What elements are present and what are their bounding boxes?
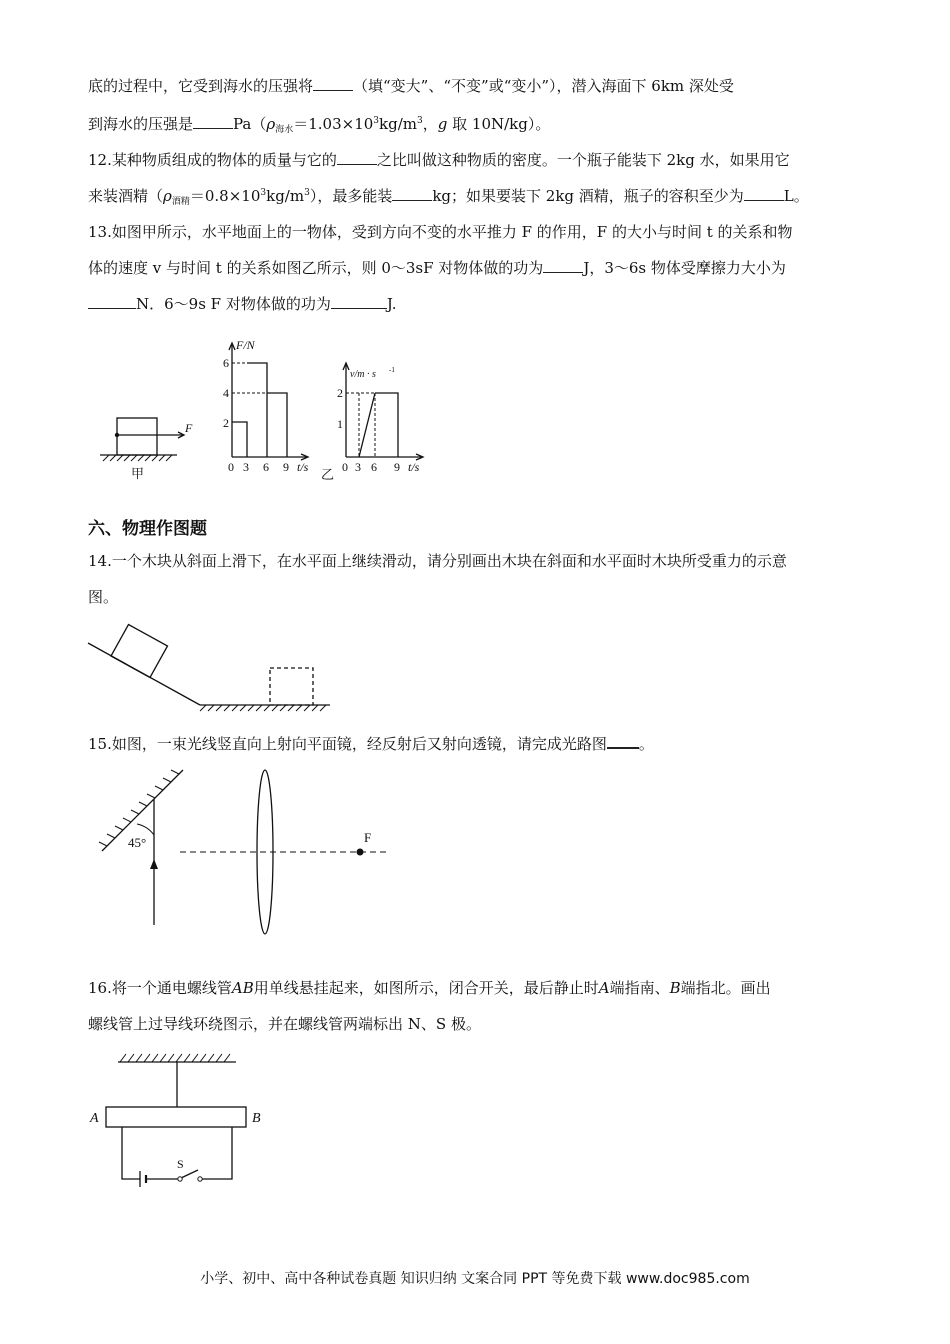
surface-hatching [200, 705, 326, 711]
q16-figure [88, 1040, 273, 1190]
t-tick: 0 [342, 460, 348, 474]
q15-figure [88, 765, 398, 940]
block-on-incline [111, 625, 168, 678]
q13-figure [95, 335, 445, 480]
f-tick: 4 [223, 386, 229, 400]
f-segment-2 [247, 363, 267, 457]
answer-blank[interactable] [337, 150, 377, 165]
label-yi: 乙 [321, 467, 335, 482]
q14-figure [88, 615, 333, 715]
q16-line-2: 螺线管上过导线环绕图示，并在螺线管两端标出 N、S 极。 [88, 1015, 481, 1033]
t-tick: 9 [283, 460, 289, 474]
answer-blank[interactable] [607, 733, 639, 749]
block [117, 418, 157, 455]
f-axis-label: F/N [236, 338, 255, 352]
t-tick: 6 [371, 460, 377, 474]
q12-line-1: 12.某种物质组成的物体的质量与它的 之比叫做这种物质的密度。一个瓶子能装下 2kg 水，如果用它 [88, 151, 790, 169]
force-label: F [185, 421, 193, 435]
wire-left [122, 1127, 140, 1179]
q11-line-1: 底的过程中，它受到海水的压强将 （填“变大”、“不变”或“变小”），潜入海面下 6km 深处受 [88, 77, 734, 95]
q14-line-2: 图。 [88, 588, 119, 606]
v-tick: 1 [337, 417, 343, 431]
angle-arc [137, 824, 154, 835]
q13-line-1: 13.如图甲所示，水平地面上的一物体，受到方向不变的水平推力 F 的作用，F 的大小与时间 t 的关系和物 [88, 223, 793, 241]
point-dot [115, 433, 119, 437]
answer-blank[interactable] [331, 294, 387, 309]
f-tick: 6 [223, 356, 229, 370]
switch-contact [178, 1177, 182, 1181]
solenoid [106, 1107, 246, 1127]
ceiling-hatching [120, 1054, 230, 1062]
page-footer: 小学、初中、高中各种试卷真题 知识归纳 文案合同 PPT 等免费下载 www.doc985.com [200, 1271, 750, 1287]
focus-point [357, 849, 364, 856]
wire-right [200, 1127, 232, 1179]
answer-blank[interactable] [392, 186, 432, 201]
t-tick: 3 [243, 460, 249, 474]
focus-label: F [364, 830, 372, 845]
v-axis-label: v/m · s [350, 369, 376, 380]
q13-line-2: 体的速度 v 与时间 t 的关系如图乙所示，则 0～3sF 对物体做的功为 J，3～6s 物体受摩擦力大小为 [88, 259, 786, 277]
t-tick: 6 [263, 460, 269, 474]
f-tick: 2 [223, 416, 229, 430]
angle-label: 45° [128, 835, 147, 850]
t-axis-label: t/s [408, 460, 420, 474]
q14-line-1: 14.一个木块从斜面上滑下，在水平面上继续滑动，请分别画出木块在斜面和水平面时木块所受重力的示意 [88, 552, 787, 570]
switch-contact [198, 1177, 202, 1181]
f-segment-3 [267, 393, 287, 457]
section-title: 六、物理作图题 [88, 519, 207, 539]
q13-line-3: N．6～9s F 对物体做的功为 J. [88, 294, 396, 314]
answer-blank[interactable] [313, 76, 353, 91]
block-on-floor [270, 668, 313, 705]
answer-blank[interactable] [744, 186, 784, 201]
ground-hatching [103, 455, 172, 461]
t-tick: 0 [228, 460, 234, 474]
t-tick: 9 [394, 460, 400, 474]
switch-label: S [177, 1157, 184, 1171]
label-b: B [252, 1111, 261, 1126]
answer-blank[interactable] [88, 294, 136, 309]
t-tick: 3 [355, 460, 361, 474]
q16-line-1: 16.将一个通电螺线管AB用单线悬挂起来，如图所示，闭合开关，最后静止时A端指南、B端指北。画出 [88, 979, 771, 997]
answer-blank[interactable] [193, 114, 233, 129]
arrowhead-icon [150, 859, 158, 869]
v-ramp [359, 393, 375, 457]
label-a: A [90, 1111, 99, 1126]
q12-line-2: 来装酒精$(\rho_{酒精}=0.8\times 10^3kg/m^3)$，最多能装 kg；如果要装下 2kg 酒精，瓶子的容积至少为 L。 [88, 187, 809, 207]
q11-line-2: 到海水的压强是 $Pa(\rho_{海水}=1.03\times 10^3kg/m^3$，g 取 10N/kg）。 [88, 115, 551, 135]
v-axis-exponent: -1 [389, 366, 395, 374]
switch-lever [181, 1170, 198, 1178]
v-segment [375, 393, 398, 457]
v-tick: 2 [337, 386, 343, 400]
t-axis-label: t/s [297, 460, 309, 474]
answer-blank[interactable] [543, 258, 583, 273]
f-segment-1 [232, 422, 247, 457]
label-jia: 甲 [131, 466, 145, 481]
q15-line-1: 15.如图，一束光线竖直向上射向平面镜，经反射后又射向透镜，请完成光路图 。 [88, 735, 654, 753]
